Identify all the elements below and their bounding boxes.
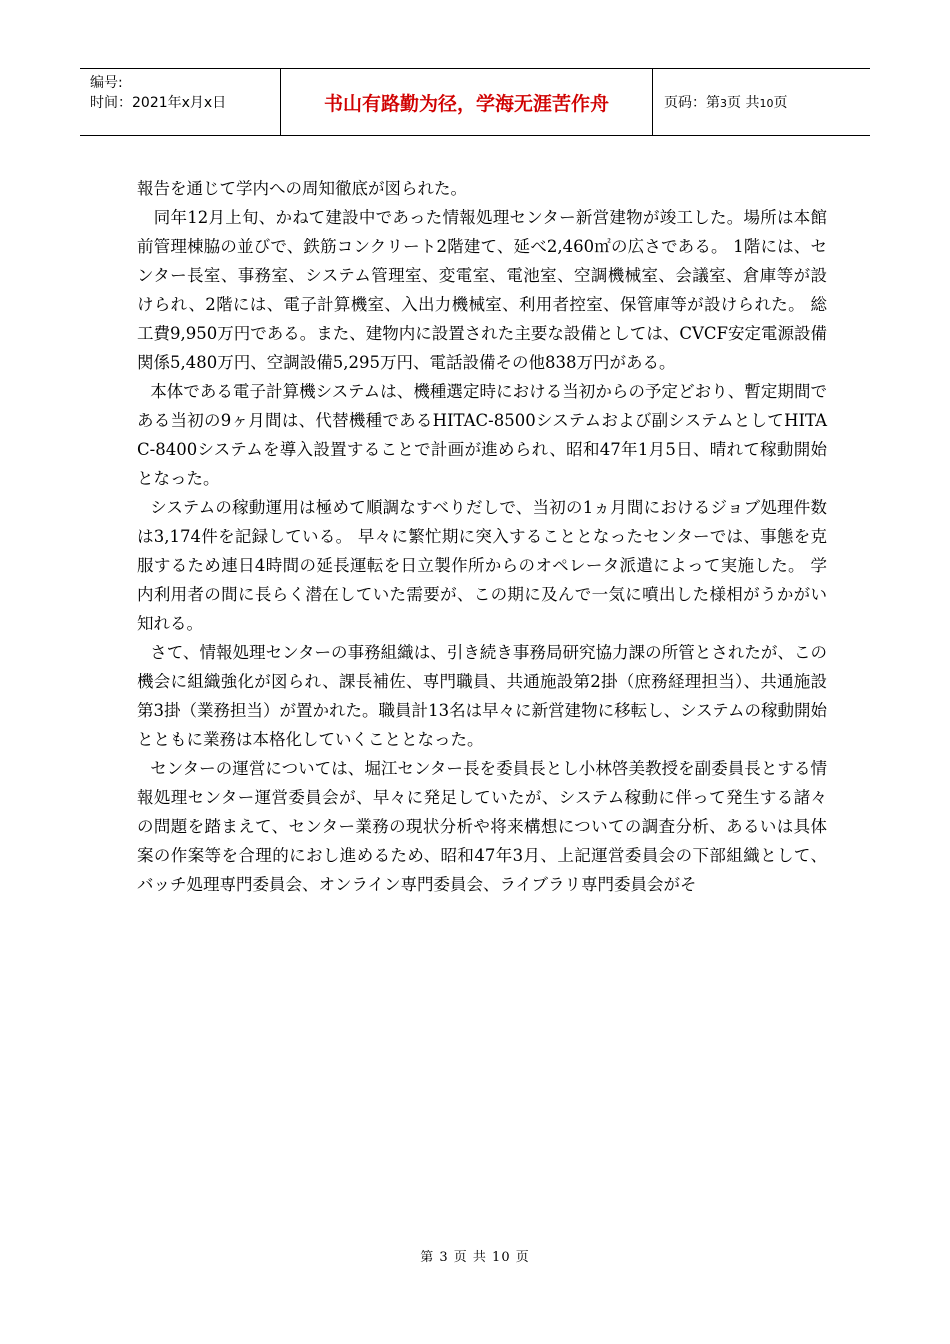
document-date: 时间：2021年x月x日 <box>90 95 227 111</box>
page-footer: 第 3 页 共 10 页 <box>420 1250 530 1265</box>
document-body <box>137 174 827 899</box>
paragraph: 本体である電子計算機システムは、機種選定時における当初からの予定どおり、暫定期間である当初の9ヶ月間は、代替機種であるHITAC-8500システムおよび副システムとしてHITAC-8400システムを導入設置することで計画が進められ、昭和47年1月5日、晴れて稼動開始となった。 <box>137 382 827 488</box>
page-prefix: 页码：第 <box>664 95 720 111</box>
header-page-number <box>664 93 787 114</box>
paragraph: 同年12月上旬、かねて建設中であった情報処理センター新営建物が竣工した。場所は本館前管理棟脇の並びで、鉄筋コンクリート2階建て、延べ2,460㎡の広さである。 1階には、センター長室、事務室、システム管理室、変電室、電池室、空調機械室、会議室、倉庫等が設けられ、2階には、電子計算機室、入出力機械室、利用者控室、保管庫等が設けられた。 総工費9,950万円である。また、建物内に設置された主要な設備としては、CVCF安定電源設備関係5,480万円、空調設備5,295万円、電話設備その他838万円がある。 <box>137 208 827 372</box>
paragraph: センターの運営については、堀江センター長を委員長とし小林啓美教授を副委員長とする情報処理センター運営委員会が、早々に発足していたが、システム稼動に伴って発生する諸々の問題を踏まえて、センター業務の現状分析や将来構想についての調査分析、あるいは具体案の作案等を合理的におし進めるため、昭和47年3月、上記運営委員会の下部組織として、バッチ処理専門委員会、オンライン専門委員会、ライブラリ専門委員会がそ <box>137 759 827 894</box>
header-meta <box>90 73 280 113</box>
page-header <box>80 68 870 136</box>
paragraph: さて、情報処理センターの事務組織は、引き続き事務局研究協力課の所管とされたが、この機会に組織強化が図られ、課長補佐、専門職員、共通施設第2掛（庶務経理担当）、共通施設第3掛（業務担当）が置かれた。職員計13名は早々に新営建物に移転し、システムの稼動開始とともに業務は本格化していくこととなった。 <box>137 643 827 749</box>
page-mid: 页 共 <box>727 95 760 111</box>
header-divider <box>652 69 653 135</box>
page-suffix: 页 <box>773 95 788 111</box>
paragraph: システムの稼動運用は極めて順調なすべりだしで、当初の1ヵ月間におけるジョブ処理件数は3,174件を記録している。 早々に繁忙期に突入することとなったセンターでは、事態を克服するため連日4時間の延長運転を日立製作所からのオペレータ派遣によって実施した。 学内利用者の間に長らく潜在していた需要が、この期に及んで一気に噴出した様相がうかがい知れる。 <box>137 498 827 633</box>
document-number-label: 编号: <box>90 75 123 91</box>
paragraph: 報告を通じて学内への周知徹底が図られた。 <box>137 179 467 198</box>
header-motto: 书山有路勤为径，学海无涯苦作舟 <box>323 93 609 115</box>
page-current: 3 <box>720 97 727 110</box>
page-total: 10 <box>759 97 774 110</box>
